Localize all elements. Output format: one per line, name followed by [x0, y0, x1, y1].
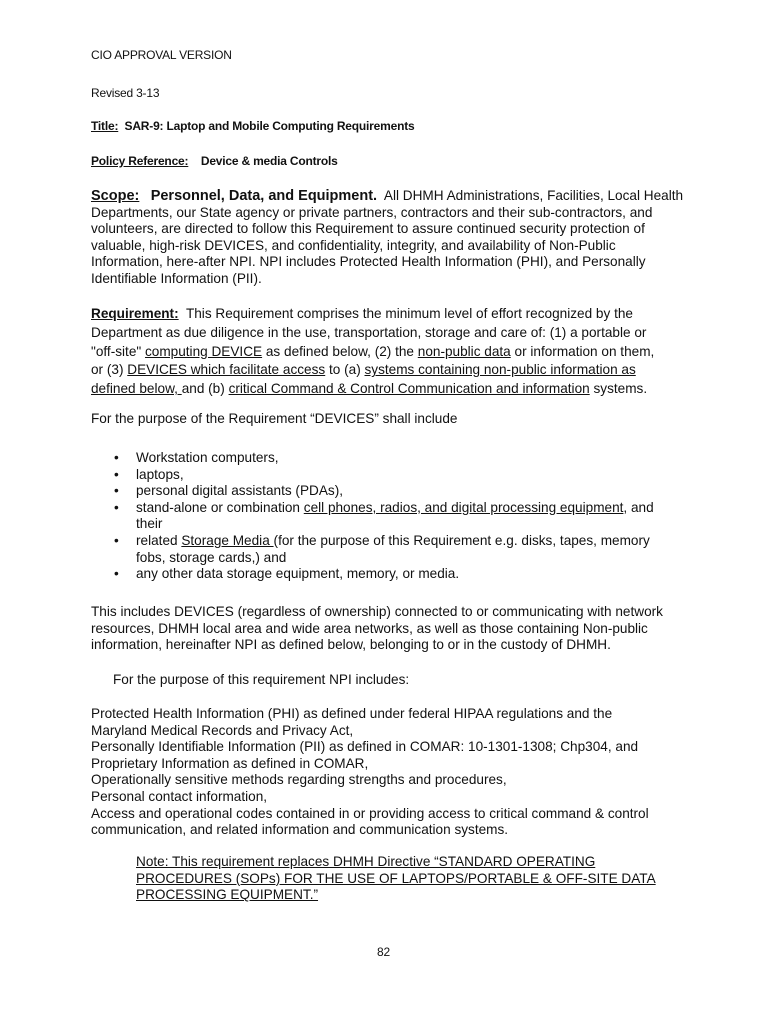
- policy-reference-line: [91, 154, 338, 168]
- policy-value: Device & media Controls: [200, 154, 338, 168]
- list-item-text: (for the purpose of this Requirement e.g. disks, tapes, memory: [273, 532, 650, 548]
- scope-line: All DHMH Administrations, Facilities, Local Health: [383, 188, 684, 203]
- bullet-icon: •: [114, 499, 119, 515]
- bullet-icon: •: [114, 532, 119, 548]
- list-item: [114, 566, 696, 583]
- npi-line: Access and operational codes contained in or providing access to critical command & control: [91, 805, 649, 821]
- policy-label: Policy Reference:: [91, 154, 189, 168]
- npi-line: Personal contact information,: [91, 788, 268, 804]
- scope-heading: Personnel, Data, and Equipment.: [150, 188, 378, 204]
- paragraph-line: This includes DEVICES (regardless of ownership) connected to or communicating with network: [91, 604, 663, 619]
- bullet-icon: •: [114, 466, 119, 482]
- paragraph-line: information, hereinafter NPI as defined below, belonging to or in the custody of DHMH.: [91, 637, 611, 653]
- npi-line: communication, and related information and communication systems.: [91, 822, 509, 838]
- npi-list: [91, 706, 701, 839]
- includes-paragraph: [91, 604, 701, 654]
- bullet-icon: •: [114, 483, 119, 499]
- npi-intro: For the purpose of this requirement NPI includes:: [113, 672, 410, 687]
- note-line: Note: This requirement replaces DHMH Directive “STANDARD OPERATING: [136, 854, 596, 869]
- text-run: as defined below, (2) the: [262, 343, 418, 359]
- list-item-text: their: [136, 516, 163, 532]
- text-run: or (3): [91, 362, 128, 378]
- npi-line: Protected Health Information (PHI) as defined under federal HIPAA regulations and the: [91, 706, 613, 721]
- bullet-icon: •: [114, 566, 119, 582]
- scope-line: Information, here-after NPI. NPI includes Protected Health Information (PHI), and Personally: [91, 254, 646, 270]
- version-label: CIO APPROVAL VERSION: [91, 48, 232, 62]
- scope-line: Departments, our State agency or private partners, contractors and their sub-contractors, and: [91, 204, 653, 220]
- scope-paragraph: [91, 188, 691, 288]
- bullet-icon: •: [114, 450, 119, 465]
- list-item-text: Workstation computers,: [136, 450, 279, 465]
- underlined-term: critical Command & Control Communication and information: [228, 381, 590, 397]
- underlined-term: Storage Media: [181, 532, 274, 548]
- revised-label: Revised 3-13: [91, 86, 160, 100]
- requirement-label: Requirement:: [91, 306, 179, 321]
- text-run: systems.: [589, 381, 648, 397]
- title-line: [91, 119, 414, 133]
- list-item-text: related: [136, 532, 182, 548]
- requirement-line: This Requirement comprises the minimum level of effort recognized by the: [185, 306, 633, 321]
- list-item-text: any other data storage equipment, memory, or media.: [136, 566, 460, 582]
- title-label: Title:: [91, 119, 119, 133]
- text-run: to (a): [325, 362, 365, 378]
- paragraph-line: resources, DHMH local area and wide area networks, as well as those containing Non-public: [91, 620, 648, 636]
- underlined-term: DEVICES which facilitate access: [127, 362, 326, 378]
- npi-line: Proprietary Information as defined in COMAR,: [91, 755, 369, 771]
- scope-line: Identifiable Information (PII).: [91, 270, 262, 286]
- requirement-line: [91, 361, 701, 380]
- underlined-term: cell phones, radios, and digital processing equipment: [303, 499, 624, 515]
- list-item: [114, 499, 696, 533]
- devices-intro: For the purpose of the Requirement “DEVICES” shall include: [91, 411, 458, 426]
- underlined-term: non-public data: [417, 343, 511, 359]
- list-item: [114, 450, 696, 467]
- devices-list: [114, 450, 696, 583]
- scope-label: Scope:: [91, 188, 140, 204]
- list-item-text: fobs, storage cards,) and: [136, 549, 287, 565]
- note-line: PROCESSING EQUIPMENT.”: [136, 887, 319, 903]
- requirement-line: Department as due diligence in the use, transportation, storage and care of: (1) a portable or: [91, 324, 647, 340]
- text-run: and (b): [181, 381, 229, 397]
- list-item-text: personal digital assistants (PDAs),: [136, 483, 344, 499]
- title-value: SAR-9: Laptop and Mobile Computing Requirements: [124, 119, 415, 133]
- underlined-term: systems containing non-public information as: [364, 362, 636, 378]
- requirement-paragraph: [91, 305, 701, 399]
- note-line: PROCEDURES (SOPs) FOR THE USE OF LAPTOPS/PORTABLE & OFF-SITE DATA: [136, 870, 656, 886]
- requirement-line: [91, 343, 701, 362]
- requirement-line: [91, 380, 701, 399]
- page-number: 82: [377, 945, 390, 959]
- list-item: [114, 532, 696, 566]
- list-item: [114, 483, 696, 500]
- list-item-text: stand-alone or combination: [136, 499, 304, 515]
- scope-line: valuable, high-risk DEVICES, and confidentiality, integrity, and availability of Non-Public: [91, 237, 616, 253]
- scope-line: volunteers, are directed to follow this Requirement to assure continued security protection of: [91, 221, 645, 237]
- list-item-text: , and: [623, 499, 654, 515]
- underlined-term: computing DEVICE: [144, 343, 263, 359]
- replacement-note: [136, 854, 706, 904]
- underlined-term: defined below,: [91, 381, 182, 397]
- text-run: or information on them,: [510, 343, 655, 359]
- text-run: "off-site": [91, 343, 145, 359]
- list-item: [114, 466, 696, 484]
- npi-line: Operationally sensitive methods regarding strengths and procedures,: [91, 772, 507, 788]
- list-item-text: laptops,: [136, 466, 184, 482]
- npi-line: Personally Identifiable Information (PII) as defined in COMAR: 10-1301-1308; Chp304, and: [91, 739, 639, 755]
- npi-line: Maryland Medical Records and Privacy Act,: [91, 722, 354, 738]
